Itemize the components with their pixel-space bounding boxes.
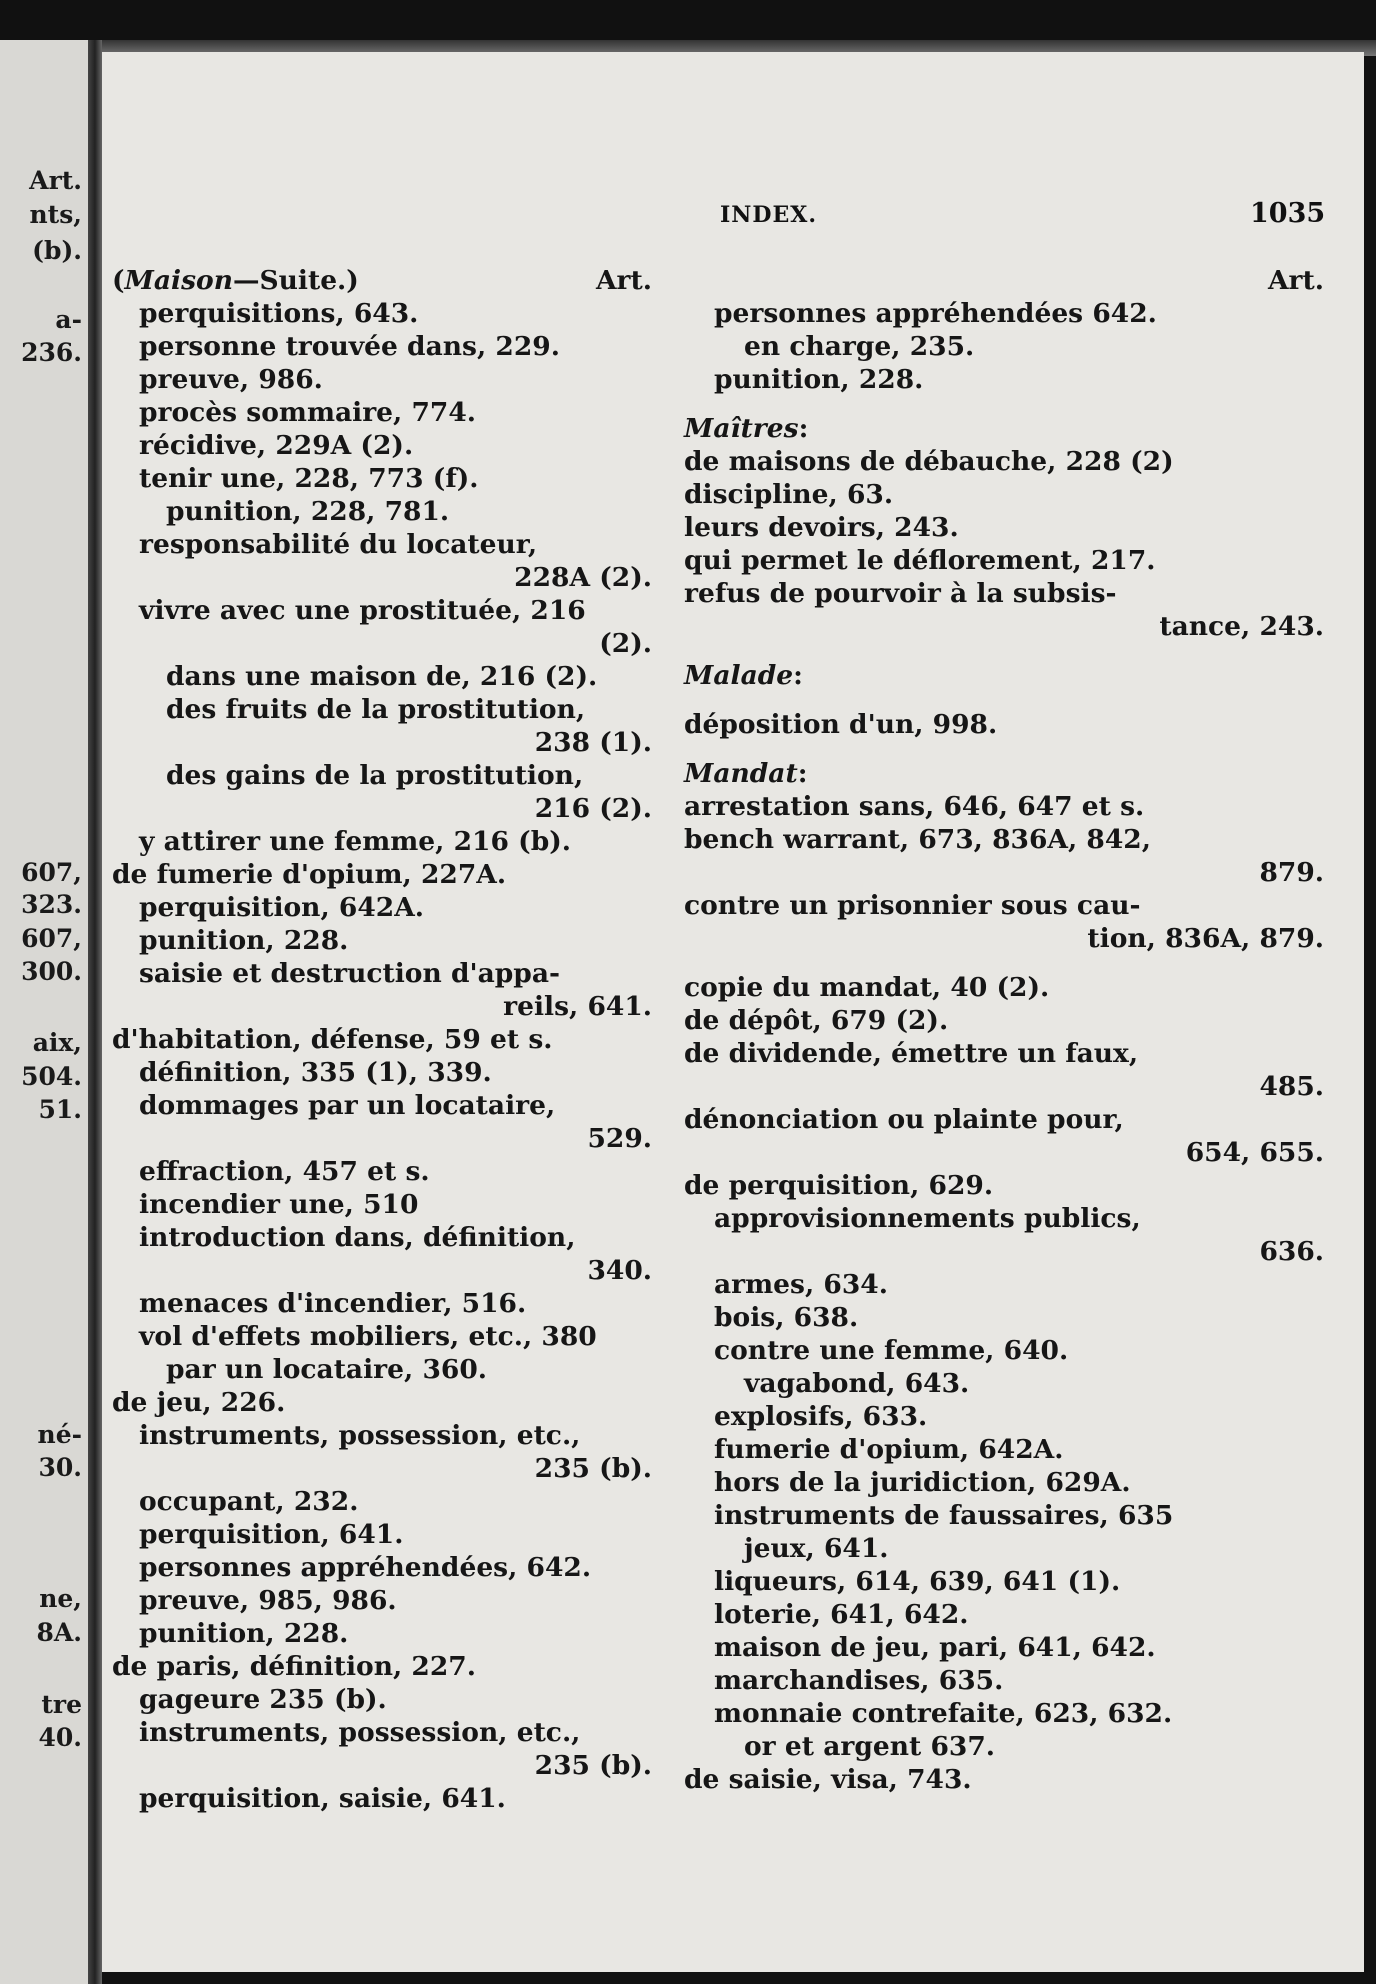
previous-page-fragment: 40.	[38, 1723, 82, 1752]
index-entry	[112, 1518, 652, 1551]
entry-text: de dividende, émettre un faux,	[684, 1038, 1139, 1069]
index-entry	[684, 1763, 1324, 1796]
index-entry-continuation	[112, 561, 652, 594]
entry-text: des fruits de la prostitution,	[166, 694, 586, 725]
index-entry-continuation	[112, 990, 652, 1023]
entry-text: dommages par un locataire,	[139, 1090, 556, 1121]
entry-text: punition, 228.	[714, 364, 924, 395]
entry-text: refus de pourvoir à la subsis-	[684, 578, 1117, 609]
index-entry	[684, 1730, 1324, 1763]
index-entry-continuation	[112, 1749, 652, 1782]
column-heading	[112, 264, 652, 297]
index-entry	[112, 1716, 652, 1749]
entry-text: de perquisition, 629.	[684, 1170, 994, 1201]
index-column-left	[112, 264, 652, 1815]
entry-text: effraction, 457 et s.	[139, 1156, 430, 1187]
index-entry	[684, 1499, 1324, 1532]
entry-text: saisie et destruction d'appa-	[139, 958, 560, 989]
column-heading	[684, 264, 1324, 297]
index-entry-continuation	[684, 1235, 1324, 1268]
entry-text: récidive, 229A (2).	[139, 430, 414, 461]
page-title: INDEX.	[720, 202, 817, 228]
entry-text: copie du mandat, 40 (2).	[684, 972, 1050, 1003]
previous-page-fragment: 300.	[21, 957, 82, 986]
entry-text: responsabilité du locateur,	[139, 529, 538, 560]
entry-text: 654, 655.	[1185, 1137, 1324, 1168]
index-entry	[684, 1466, 1324, 1499]
entry-text: (2).	[599, 628, 652, 659]
entry-text: dénonciation ou plainte pour,	[684, 1104, 1124, 1135]
entry-text: tance, 243.	[1159, 611, 1324, 642]
entry-text: fumerie d'opium, 642A.	[714, 1434, 1064, 1465]
index-entry	[684, 790, 1324, 823]
index-heading	[684, 757, 1324, 790]
entry-gap	[684, 396, 1324, 412]
index-entry	[112, 1056, 652, 1089]
entry-text: punition, 228.	[139, 925, 349, 956]
running-header	[102, 198, 1364, 242]
index-entry	[684, 544, 1324, 577]
index-entry-continuation	[684, 1136, 1324, 1169]
index-entry	[684, 1037, 1324, 1070]
index-entry	[684, 1268, 1324, 1301]
entry-gap	[684, 741, 1324, 757]
entry-text: hors de la juridiction, 629A.	[714, 1467, 1131, 1498]
book-gutter	[88, 40, 102, 1984]
entry-text: perquisitions, 643.	[139, 298, 419, 329]
index-entry	[112, 396, 652, 429]
entry-text: monnaie contrefaite, 623, 632.	[714, 1698, 1173, 1729]
entry-gap	[684, 643, 1324, 659]
entry-text: y attirer une femme, 216 (b).	[139, 826, 571, 857]
entry-text: par un locataire, 360.	[166, 1354, 487, 1385]
index-heading	[684, 659, 1324, 692]
entry-text: tion, 836A, 879.	[1087, 923, 1324, 954]
index-entry	[684, 1367, 1324, 1400]
index-entry	[684, 1169, 1324, 1202]
index-entry	[112, 1782, 652, 1815]
entry-text: de saisie, visa, 743.	[684, 1764, 972, 1795]
entry-text: bench warrant, 673, 836A, 842,	[684, 824, 1151, 855]
index-entry	[684, 971, 1324, 1004]
entry-text: approvisionnements publics,	[714, 1203, 1141, 1234]
entry-text: arrestation sans, 646, 647 et s.	[684, 791, 1145, 822]
entry-text: perquisition, saisie, 641.	[139, 1783, 506, 1814]
entry-text: preuve, 985, 986.	[139, 1585, 397, 1616]
index-entry	[684, 478, 1324, 511]
entry-text: or et argent 637.	[744, 1731, 995, 1762]
heading-open: (	[112, 265, 125, 296]
previous-page-fragment: 607,	[21, 858, 82, 887]
heading-colon: :	[793, 660, 803, 691]
index-entry	[684, 1301, 1324, 1334]
index-entry	[112, 1320, 652, 1353]
entry-text: tenir une, 228, 773 (f).	[139, 463, 479, 494]
index-entry	[112, 1650, 652, 1683]
index-entry	[112, 429, 652, 462]
index-entry	[112, 330, 652, 363]
entry-text: gageure 235 (b).	[139, 1684, 387, 1715]
entry-text: 340.	[587, 1255, 652, 1286]
entry-text: contre un prisonnier sous cau-	[684, 890, 1141, 921]
entry-text: marchandises, 635.	[714, 1665, 1004, 1696]
heading-word: Malade	[684, 660, 794, 691]
previous-page-fragment: 607,	[21, 924, 82, 953]
previous-page-fragment: ne,	[39, 1584, 82, 1613]
entry-text: incendier une, 510	[139, 1189, 419, 1220]
index-entry	[684, 1664, 1324, 1697]
entry-text: loterie, 641, 642.	[714, 1599, 969, 1630]
index-entry	[684, 889, 1324, 922]
heading-word: Maison	[124, 265, 233, 296]
previous-page-fragment: 51.	[38, 1095, 82, 1124]
index-entry	[684, 1334, 1324, 1367]
index-entry	[684, 1103, 1324, 1136]
entry-text: vagabond, 643.	[744, 1368, 970, 1399]
index-entry	[112, 1287, 652, 1320]
art-label: Art.	[596, 265, 652, 296]
entry-text: introduction dans, définition,	[139, 1222, 576, 1253]
index-entry-continuation	[112, 627, 652, 660]
index-entry	[112, 1089, 652, 1122]
entry-text: personnes appréhendées 642.	[714, 298, 1157, 329]
entry-text: contre une femme, 640.	[714, 1335, 1069, 1366]
index-entry-continuation	[112, 726, 652, 759]
index-entry	[112, 1683, 652, 1716]
entry-text: déposition d'un, 998.	[684, 709, 998, 740]
heading-word: Mandat	[684, 758, 798, 789]
entry-text: de maisons de débauche, 228 (2)	[684, 446, 1174, 477]
entry-text: personnes appréhendées, 642.	[139, 1552, 592, 1583]
index-entry	[112, 594, 652, 627]
previous-page-fragment: nts,	[29, 200, 82, 229]
index-entry	[112, 660, 652, 693]
entry-text: 235 (b).	[534, 1453, 652, 1484]
index-entry-continuation	[684, 1070, 1324, 1103]
entry-gap	[684, 692, 1324, 708]
index-entry	[112, 858, 652, 891]
entry-text: occupant, 232.	[139, 1486, 359, 1517]
entry-text: 485.	[1259, 1071, 1324, 1102]
index-entry	[684, 297, 1324, 330]
entry-text: de jeu, 226.	[112, 1387, 286, 1418]
entry-text: 235 (b).	[534, 1750, 652, 1781]
index-entry	[684, 330, 1324, 363]
entry-text: reils, 641.	[503, 991, 652, 1022]
index-entry	[112, 1419, 652, 1452]
index-entry	[684, 511, 1324, 544]
heading-rest: —Suite.)	[232, 265, 359, 296]
entry-text: preuve, 986.	[139, 364, 323, 395]
entry-text: punition, 228, 781.	[166, 496, 450, 527]
index-entry	[112, 1188, 652, 1221]
entry-text: jeux, 641.	[744, 1533, 889, 1564]
entry-text: instruments, possession, etc.,	[139, 1420, 581, 1451]
index-entry-continuation	[112, 1122, 652, 1155]
previous-page-fragment: aix,	[32, 1028, 82, 1057]
index-entry	[112, 462, 652, 495]
index-entry	[112, 363, 652, 396]
index-entry	[112, 297, 652, 330]
entry-text: armes, 634.	[714, 1269, 888, 1300]
previous-page-fragment: (b).	[32, 236, 82, 265]
index-entry	[684, 1565, 1324, 1598]
index-entry	[684, 1631, 1324, 1664]
index-entry	[684, 445, 1324, 478]
index-entry	[684, 1433, 1324, 1466]
index-entry	[684, 577, 1324, 610]
entry-text: vivre avec une prostituée, 216	[139, 595, 586, 626]
previous-page-fragment: 8A.	[36, 1618, 82, 1647]
entry-text: instruments, possession, etc.,	[139, 1717, 581, 1748]
index-entry	[112, 1353, 652, 1386]
entry-text: discipline, 63.	[684, 479, 894, 510]
entry-text: instruments de faussaires, 635	[714, 1500, 1174, 1531]
previous-page-fragment: 30.	[38, 1453, 82, 1482]
index-entry	[684, 823, 1324, 856]
entry-text: d'habitation, défense, 59 et s.	[112, 1024, 553, 1055]
index-entry	[684, 1532, 1324, 1565]
index-entry	[112, 1386, 652, 1419]
entry-text: leurs devoirs, 243.	[684, 512, 959, 543]
index-entry	[684, 1697, 1324, 1730]
entry-text: de paris, définition, 227.	[112, 1651, 476, 1682]
index-entry	[112, 693, 652, 726]
index-page	[102, 52, 1364, 1972]
index-entry	[112, 1485, 652, 1518]
entry-text: définition, 335 (1), 339.	[139, 1057, 492, 1088]
index-entry-continuation	[684, 856, 1324, 889]
index-entry	[112, 495, 652, 528]
index-entry	[684, 1004, 1324, 1037]
index-entry-continuation	[112, 792, 652, 825]
heading-colon: :	[798, 413, 809, 444]
index-entry	[112, 924, 652, 957]
entry-text: de fumerie d'opium, 227A.	[112, 859, 507, 890]
entry-text: maison de jeu, pari, 641, 642.	[714, 1632, 1156, 1663]
entry-text: 216 (2).	[534, 793, 652, 824]
previous-page-fragment: Art.	[29, 166, 82, 195]
index-entry	[112, 825, 652, 858]
index-entry-continuation	[684, 610, 1324, 643]
index-entry	[684, 1598, 1324, 1631]
index-entry-continuation	[112, 1254, 652, 1287]
entry-text: 238 (1).	[534, 727, 652, 758]
entry-text: bois, 638.	[714, 1302, 859, 1333]
index-entry	[684, 708, 1324, 741]
index-entry-continuation	[684, 922, 1324, 955]
index-entry	[112, 1551, 652, 1584]
entry-text: punition, 228.	[139, 1618, 349, 1649]
entry-text: de dépôt, 679 (2).	[684, 1005, 949, 1036]
index-entry	[112, 1584, 652, 1617]
entry-text: des gains de la prostitution,	[166, 760, 584, 791]
entry-gap	[684, 955, 1324, 971]
index-entry	[112, 528, 652, 561]
index-entry	[112, 759, 652, 792]
entry-text: perquisition, 642A.	[139, 892, 425, 923]
heading-word: Maîtres	[684, 413, 799, 444]
previous-page-edge	[0, 40, 88, 1984]
entry-text: 636.	[1259, 1236, 1324, 1267]
entry-text: vol d'effets mobiliers, etc., 380	[139, 1321, 597, 1352]
index-entry	[684, 1202, 1324, 1235]
index-column-right	[684, 264, 1324, 1796]
entry-text: menaces d'incendier, 516.	[139, 1288, 527, 1319]
index-entry	[112, 891, 652, 924]
entry-text: procès sommaire, 774.	[139, 397, 477, 428]
entry-text: 529.	[587, 1123, 652, 1154]
previous-page-fragment: né-	[37, 1420, 82, 1449]
index-entry	[684, 1400, 1324, 1433]
art-label: Art.	[1268, 265, 1324, 296]
entry-text: personne trouvée dans, 229.	[139, 331, 560, 362]
previous-page-fragment: 504.	[21, 1062, 82, 1091]
previous-page-fragment: 323.	[21, 890, 82, 919]
index-entry	[684, 363, 1324, 396]
heading-colon: :	[797, 758, 808, 789]
entry-text: en charge, 235.	[744, 331, 975, 362]
index-entry	[112, 1617, 652, 1650]
index-entry	[112, 1023, 652, 1056]
page-number: 1035	[1250, 198, 1326, 229]
entry-text: perquisition, 641.	[139, 1519, 404, 1550]
previous-page-fragment: 236.	[21, 338, 82, 367]
entry-text: liqueurs, 614, 639, 641 (1).	[714, 1566, 1121, 1597]
entry-text: 879.	[1259, 857, 1324, 888]
index-entry	[112, 1155, 652, 1188]
index-entry	[112, 1221, 652, 1254]
entry-text: qui permet le déflorement, 217.	[684, 545, 1156, 576]
index-heading	[684, 412, 1324, 445]
previous-page-fragment: tre	[41, 1690, 82, 1719]
previous-page-fragment: a-	[55, 305, 82, 334]
entry-text: dans une maison de, 216 (2).	[166, 661, 598, 692]
entry-text: 228A (2).	[514, 562, 652, 593]
entry-text: explosifs, 633.	[714, 1401, 928, 1432]
index-entry-continuation	[112, 1452, 652, 1485]
index-entry	[112, 957, 652, 990]
